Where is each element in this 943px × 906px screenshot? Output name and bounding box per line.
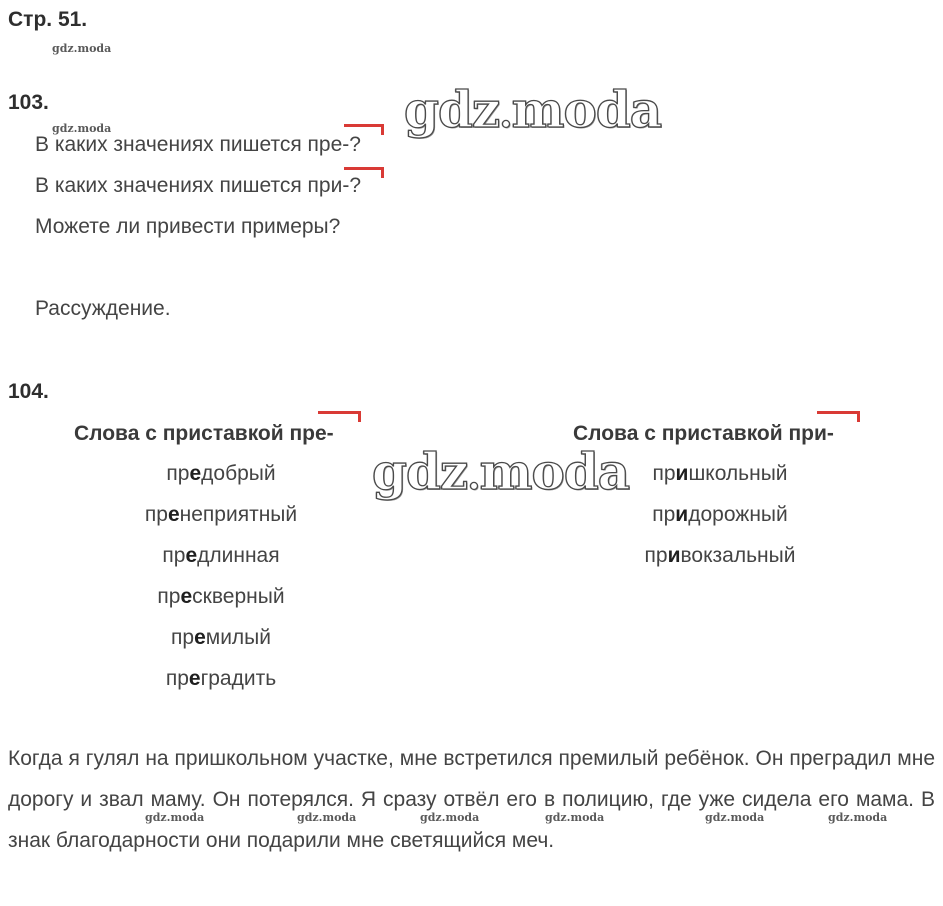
vowel-highlight: е xyxy=(194,626,206,649)
story-paragraph: Когда я гулял на пришкольном участке, мне встретился премилый ребёнок. Он преградил мне дорогу и звал маму. Он потерялся. Я сразу отвёл его в полицию, где уже сидела его мама. В знак благодарности они подарили мне светящийся меч. xyxy=(8,747,935,852)
vowel-highlight: и xyxy=(667,544,681,567)
watermark-small: gdz.moda xyxy=(145,811,205,824)
exercise-104-number: 104. xyxy=(8,380,49,403)
pri-column-heading: Слова с приставкой при- xyxy=(573,422,834,445)
pre-column-heading: Слова с приставкой пре- xyxy=(74,422,334,445)
question-pre: В каких значениях пишется пре-? xyxy=(35,133,361,156)
prefix-mark-pre xyxy=(344,124,384,135)
page-label: Стр. 51. xyxy=(8,8,88,31)
prefix-mark-pri xyxy=(344,167,384,178)
pre-word: преградить xyxy=(165,667,277,690)
watermark-small: gdz.moda xyxy=(828,811,888,824)
pre-word: премилый xyxy=(171,626,271,649)
pre-word: прескверный xyxy=(157,585,285,608)
watermark-small: gdz.moda xyxy=(420,811,480,824)
exercise-103-number: 103. xyxy=(8,91,49,114)
pri-word: пришкольный xyxy=(652,462,788,485)
question-examples: Можете ли привести примеры? xyxy=(35,215,341,238)
prefix-mark-pre-heading xyxy=(318,411,361,422)
vowel-highlight: и xyxy=(675,462,689,485)
vowel-highlight: е xyxy=(185,544,198,567)
pre-word: предлинная xyxy=(162,544,280,567)
vowel-highlight: е xyxy=(180,585,193,608)
watermark-logo: gdz.moda xyxy=(372,442,630,501)
pri-word: придорожный xyxy=(652,503,788,526)
vowel-highlight: и xyxy=(675,503,689,526)
vowel-highlight: е xyxy=(167,503,180,526)
vowel-highlight: е xyxy=(188,667,201,690)
pre-word: пренеприятный xyxy=(144,503,298,526)
pre-word: предобрый xyxy=(166,462,276,485)
question-pri: В каких значениях пишется при-? xyxy=(35,174,361,197)
watermark-small: gdz.moda xyxy=(52,122,112,135)
reasoning-label: Рассуждение. xyxy=(35,297,171,320)
pri-word: привокзальный xyxy=(644,544,796,567)
watermark-small: gdz.moda xyxy=(705,811,765,824)
prefix-mark-pri-heading xyxy=(817,411,860,422)
watermark-small: gdz.moda xyxy=(52,42,112,55)
vowel-highlight: е xyxy=(189,462,202,485)
watermark-small: gdz.moda xyxy=(297,811,357,824)
watermark-logo: gdz.moda xyxy=(404,80,662,139)
watermark-small: gdz.moda xyxy=(545,811,605,824)
